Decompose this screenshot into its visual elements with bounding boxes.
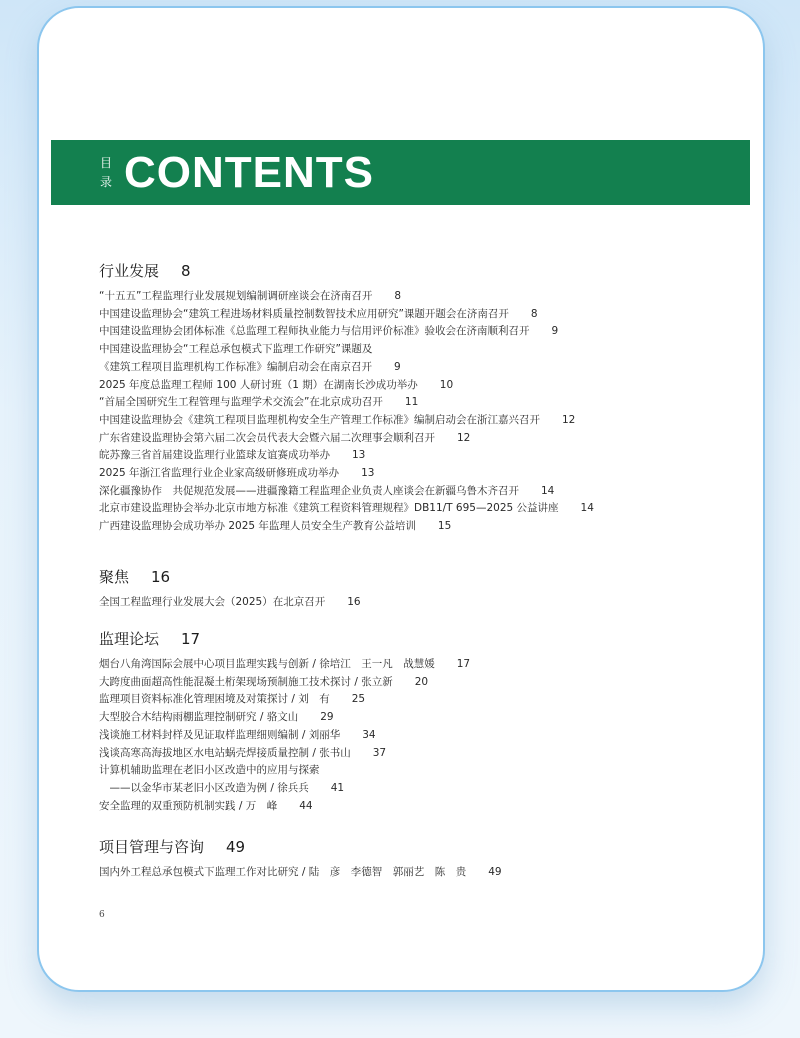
toc-entry-title: 深化疆豫协作 共促规范发展——进疆豫籍工程监理企业负责人座谈会在新疆乌鲁木齐召开	[99, 484, 519, 497]
toc-entry-page: 13	[361, 467, 375, 479]
section-title: 监理论坛	[99, 630, 160, 648]
contents-vertical-label	[99, 154, 113, 192]
section-heading[interactable]	[99, 628, 200, 649]
toc-entry-page: 13	[352, 449, 366, 462]
toc-entry-title: 中国建设监理协会“工程总承包模式下监理工作研究”课题及	[99, 343, 373, 356]
toc-entry[interactable]	[99, 762, 320, 777]
toc-entry-title: 浅谈高寒高海拔地区水电站蜗壳焊接质量控制 / 张书山	[99, 746, 351, 759]
toc-entry[interactable]	[99, 483, 554, 498]
toc-entry-page: 16	[347, 596, 361, 608]
toc-entry-page: 12	[562, 413, 576, 426]
toc-entry-page: 34	[362, 728, 376, 741]
page-card	[37, 6, 765, 992]
toc-entry-title: 2025 年浙江省监理行业企业家高级研修班成功举办	[99, 467, 340, 479]
toc-entry-title: 中国建设监理协会团体标准《总监理工程师执业能力与信用评价标准》验收会在济南顺利召开	[99, 325, 530, 338]
toc-entry-page: 15	[437, 520, 452, 533]
toc-entry[interactable]	[99, 691, 365, 706]
toc-entry-title: 国内外工程总承包模式下监理工作对比研究 / 陆 彦 李德智 郭丽艺 陈 贵	[99, 866, 467, 878]
toc-entry-page: 41	[330, 781, 345, 794]
toc-entry-title: “十五五”工程监理行业发展规划编制调研座谈会在济南召开	[99, 290, 373, 302]
toc-entry[interactable]	[99, 864, 502, 879]
toc-entry[interactable]	[99, 306, 538, 321]
toc-entry-page: 12	[457, 431, 471, 444]
toc-entry-title: “首届全国研究生工程管理与监理学术交流会”在北京成功召开	[99, 396, 383, 409]
section-heading[interactable]	[99, 836, 245, 857]
toc-entry-title: 大型胶合木结构雨棚监理控制研究 / 骆文山	[99, 711, 299, 724]
toc-entry-title: 《建筑工程项目监理机构工作标准》编制启动会在南京召开	[99, 360, 372, 373]
toc-entry-title: 中国建设监理协会《建筑工程项目监理机构安全生产管理工作标准》编制启动会在浙江嘉兴召开	[99, 413, 540, 426]
toc-entry[interactable]	[99, 377, 453, 392]
toc-entry-title: 监理项目资料标准化管理困境及对策探讨 / 刘 有	[99, 693, 330, 706]
toc-entry-page: 14	[541, 484, 555, 497]
toc-entry-title: 中国建设监理协会“建筑工程进场材料质量控制数智技术应用研究”课题开题会在济南召开	[99, 307, 509, 320]
toc-entry[interactable]	[99, 323, 558, 338]
toc-entry[interactable]	[99, 518, 451, 533]
contents-title: CONTENTS	[124, 148, 374, 197]
toc-entry-title: ——以金华市某老旧小区改造为例 / 徐兵兵	[99, 781, 309, 794]
toc-entry[interactable]	[99, 727, 376, 742]
contents-banner	[51, 140, 750, 205]
toc-entry[interactable]	[99, 341, 372, 356]
toc-entry[interactable]	[99, 359, 401, 374]
section-heading[interactable]	[99, 260, 191, 281]
page-number: 6	[99, 910, 105, 920]
section-page: 16	[151, 568, 171, 586]
vertical-char-2: 录	[99, 175, 112, 189]
toc-entry-title: 浅谈施工材料封样及见证取样监理细则编制 / 刘丽华	[99, 728, 341, 741]
toc-entry-title: 2025 年度总监理工程师 100 人研讨班（1 期）在湖南长沙成功举办	[99, 378, 418, 391]
toc-entry-title: 烟台八角湾国际会展中心项目监理实践与创新 / 徐培江 王一凡 战慧媛	[99, 658, 435, 670]
toc-entry[interactable]	[99, 656, 470, 671]
toc-entry-title: 皖苏豫三省首届建设监理行业篮球友谊赛成功举办	[99, 449, 330, 462]
toc-entry[interactable]	[99, 394, 418, 409]
toc-entry-page: 37	[372, 746, 387, 759]
toc-entry-page: 8	[394, 290, 402, 302]
toc-entry-page: 11	[404, 396, 419, 409]
toc-entry-title: 北京市建设监理协会举办北京市地方标准《建筑工程资料管理规程》DB11/T 695—2025 公益讲座	[99, 502, 559, 515]
toc-entry[interactable]	[99, 780, 344, 795]
toc-entry-page: 20	[414, 675, 429, 688]
toc-entry-title: 大跨度曲面超高性能混凝土桁架现场预制施工技术探讨 / 张立新	[99, 675, 393, 688]
toc-entry-page: 9	[551, 325, 559, 338]
toc-entry-page: 25	[351, 693, 366, 706]
section-page: 49	[226, 838, 246, 856]
section-page: 8	[181, 262, 191, 280]
toc-entry-title: 广西建设监理协会成功举办 2025 年监理人员安全生产教育公益培训	[99, 520, 416, 533]
toc-entry-page: 17	[456, 658, 471, 670]
toc-entry[interactable]	[99, 465, 374, 480]
toc-entry[interactable]	[99, 709, 334, 724]
toc-entry[interactable]	[99, 430, 470, 445]
toc-entry-page: 29	[320, 711, 334, 724]
toc-entry[interactable]	[99, 500, 594, 515]
toc-entry[interactable]	[99, 674, 428, 689]
toc-entry-page: 44	[299, 799, 313, 812]
toc-entry-title: 全国工程监理行业发展大会（2025）在北京召开	[99, 596, 326, 608]
toc-entry[interactable]	[99, 412, 575, 427]
vertical-char-1: 目	[99, 156, 112, 170]
toc-entry-page: 8	[530, 307, 538, 320]
toc-entry-page: 10	[439, 378, 454, 391]
section-heading[interactable]	[99, 566, 170, 587]
toc-entry[interactable]	[99, 594, 361, 609]
toc-entry[interactable]	[99, 745, 386, 760]
toc-entry[interactable]	[99, 288, 401, 303]
toc-entry-page: 9	[394, 360, 401, 373]
section-title: 行业发展	[99, 262, 160, 280]
toc-entry[interactable]	[99, 798, 313, 813]
toc-entry-title: 计算机辅助监理在老旧小区改造中的应用与探索	[99, 764, 320, 777]
section-page: 17	[181, 630, 201, 648]
section-title: 聚焦	[99, 568, 130, 586]
toc-entry-title: 广东省建设监理协会第六届二次会员代表大会暨六届二次理事会顺利召开	[99, 431, 435, 444]
section-title: 项目管理与咨询	[99, 838, 205, 856]
toc-entry-page: 49	[488, 866, 502, 878]
toc-entry[interactable]	[99, 447, 365, 462]
toc-entry-page: 14	[580, 502, 594, 515]
toc-entry-title: 安全监理的双重预防机制实践 / 万 峰	[99, 799, 278, 812]
